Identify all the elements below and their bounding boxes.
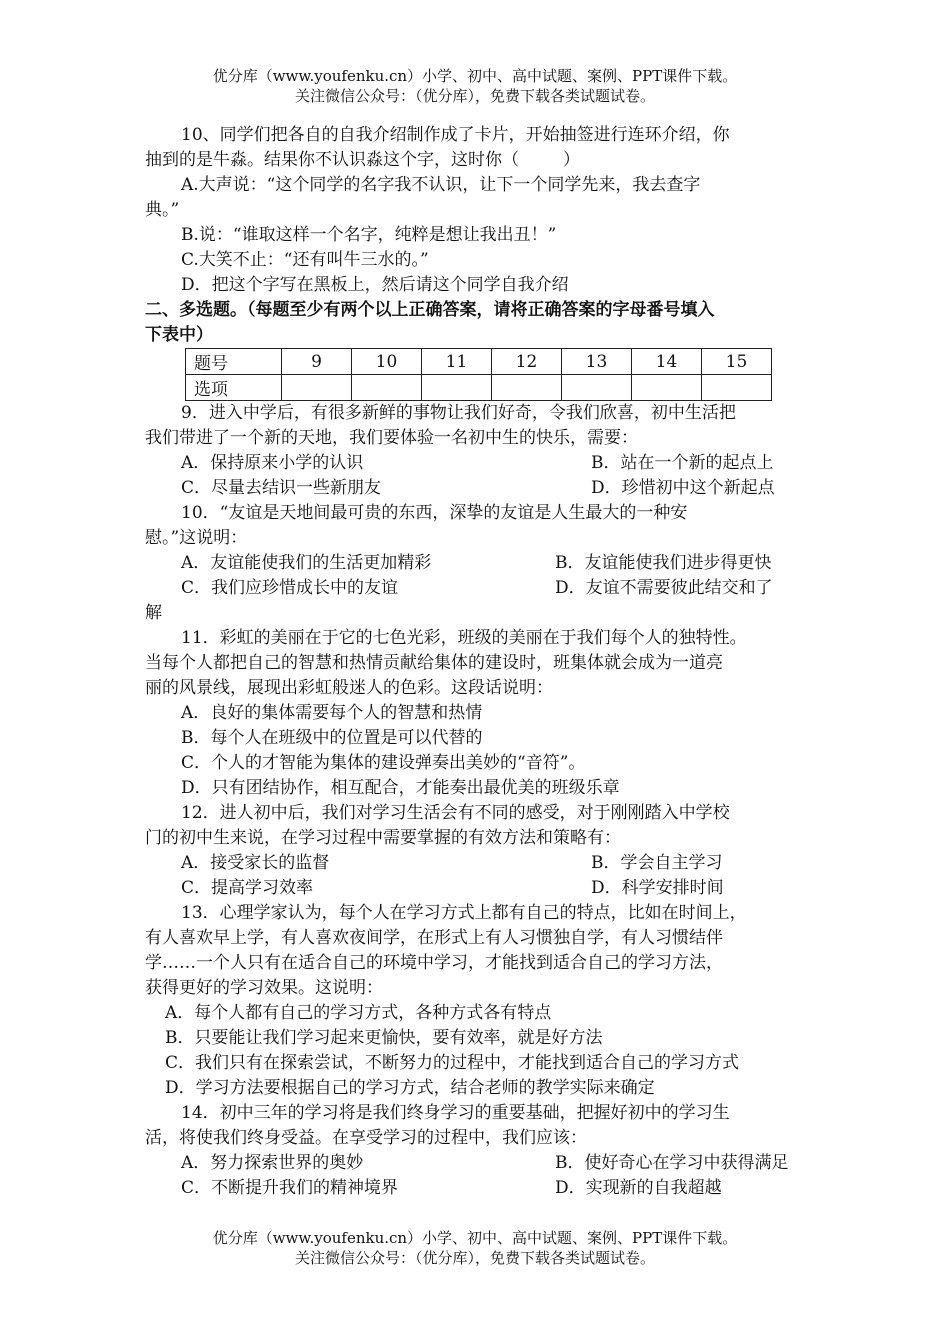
table-row-label: 题号 (186, 349, 282, 375)
question-10 (145, 501, 810, 626)
option-c: C．尽量去结识一些新朋友 (181, 478, 382, 498)
option-d: D．学习方法要根据自己的学习方式，结合老师的教学实际来确定 (165, 1078, 655, 1098)
table-cell-answer (352, 375, 422, 401)
option-d: D．友谊不需要彼此结交和了 (555, 578, 773, 598)
question-stem: 13．心理学家认为，每个人在学习方式上都有自己的特点，比如在时间上， (181, 903, 747, 923)
option-b: B．只要能让我们学习起来更愉快，要有效率，就是好方法 (165, 1028, 603, 1048)
table-cell-answer (492, 375, 562, 401)
stem-text: 抽到的是牛淼。结果你不认识淼这个字，这时你（ (145, 150, 519, 170)
table-cell-answer (282, 375, 352, 401)
section-heading-continued: 下表中） (145, 325, 213, 345)
question-stem: 11．彩虹的美丽在于它的七色光彩，班级的美丽在于我们每个人的独特性。 (181, 628, 747, 648)
footer-line-2: 关注微信公众号：（优分库），免费下载各类试题试卷。 (294, 1249, 655, 1267)
question-stem-line (145, 148, 810, 173)
option-d: D．科学安排时间 (591, 878, 724, 898)
document-body (145, 123, 810, 1201)
question-stem: 9．进入中学后，有很多新鲜的事物让我们好奇，令我们欣喜，初中生活把 (181, 403, 736, 423)
stem-closing: ） (563, 150, 580, 170)
table-cell-answer (702, 375, 772, 401)
answer-table (185, 348, 772, 401)
question-12 (145, 801, 810, 901)
option-d: D．实现新的自我超越 (555, 1178, 722, 1198)
option-d: D．珍惜初中这个新起点 (591, 478, 775, 498)
option-row (145, 1151, 810, 1176)
question-14 (145, 1101, 810, 1201)
table-cell-number: 14 (632, 349, 702, 375)
option-c: C．我们只有在探索尝试，不断努力的过程中，才能找到适合自己的学习方式 (165, 1053, 740, 1073)
option-d-continued: 解 (145, 603, 162, 623)
table-cell-answer (632, 375, 702, 401)
option-c: C．个人的才智能为集体的建设弹奏出美妙的“音符”。 (181, 753, 586, 773)
page-footer (0, 1228, 950, 1268)
option-a: A.大声说：“这个同学的名字我不认识，让下一个同学先来，我去查字 (181, 175, 701, 195)
option-d: D．只有团结协作，相互配合，才能奏出最优美的班级乐章 (181, 778, 620, 798)
question-stem-line: 活，将使我们终身受益。在享受学习的过程中，我们应该： (145, 1128, 587, 1148)
question-stem: 10．“友谊是天地间最可贵的东西，深挚的友谊是人生最大的一种安 (181, 503, 688, 523)
table-cell-number: 13 (562, 349, 632, 375)
option-b: B.说：“谁取这样一个名字，纯粹是想让我出丑！” (181, 225, 557, 245)
header-line-2: 关注微信公众号：（优分库），免费下载各类试题试卷。 (294, 87, 655, 105)
option-a: A．友谊能使我们的生活更加精彩 (181, 553, 432, 573)
option-a-continued: 典。” (145, 200, 180, 220)
table-row (186, 349, 772, 375)
option-row (145, 1176, 810, 1201)
option-c: C．不断提升我们的精神境界 (181, 1178, 399, 1198)
table-cell-number: 10 (352, 349, 422, 375)
question-9 (145, 401, 810, 501)
option-b: B．站在一个新的起点上 (591, 453, 774, 473)
question-stem-line: 慰。”这说明： (145, 528, 248, 548)
question-stem-line: 学……一个人只有在适合自己的环境中学习，才能找到适合自己的学习方法， (145, 953, 723, 973)
question-10-single (145, 123, 810, 298)
option-row (145, 876, 810, 901)
option-c: C.大笑不止：“还有叫牛三水的。” (181, 250, 429, 270)
question-stem-line: 有人喜欢早上学，有人喜欢夜间学，在形式上有人习惯独自学，有人习惯结伴 (145, 928, 723, 948)
option-a: A．保持原来小学的认识 (181, 453, 364, 473)
question-13 (145, 901, 810, 1101)
table-cell-number: 12 (492, 349, 562, 375)
option-c: C．我们应珍惜成长中的友谊 (181, 578, 399, 598)
option-c: C．提高学习效率 (181, 878, 314, 898)
table-cell-answer (422, 375, 492, 401)
option-row (145, 551, 810, 576)
option-row (145, 851, 810, 876)
table-cell-number: 9 (282, 349, 352, 375)
question-stem: 10、同学们把各自的自我介绍制作成了卡片，开始抽签进行连环介绍，你 (181, 125, 730, 145)
option-row (145, 476, 810, 501)
section-heading: 二、多选题。（每题至少有两个以上正确答案，请将正确答案的字母番号填入 (145, 300, 715, 320)
question-stem-line: 我们带进了一个新的天地，我们要体验一名初中生的快乐，需要： (145, 428, 638, 448)
footer-line-1: 优分库（www.youfenku.cn）小学、初中、高中试题、案例、PPT课件下载。 (212, 1229, 738, 1247)
question-stem-line: 门的初中生来说，在学习过程中需要掌握的有效方法和策略有： (145, 828, 621, 848)
table-cell-number: 15 (702, 349, 772, 375)
question-stem: 12．进人初中后，我们对学习生活会有不同的感受，对于刚刚踏入中学校 (181, 803, 730, 823)
option-b: B．友谊能使我们进步得更快 (555, 553, 772, 573)
header-line-1: 优分库（www.youfenku.cn）小学、初中、高中试题、案例、PPT课件下载。 (212, 67, 738, 85)
option-b: B．学会自主学习 (591, 853, 723, 873)
table-cell-answer (562, 375, 632, 401)
question-stem-line: 获得更好的学习效果。这说明： (145, 978, 383, 998)
option-a: A．良好的集体需要每个人的智慧和热情 (181, 703, 483, 723)
option-b: B．每个人在班级中的位置是可以代替的 (181, 728, 483, 748)
option-row (145, 576, 810, 601)
option-b: B．使好奇心在学习中获得满足 (555, 1153, 789, 1173)
page-header (0, 66, 950, 106)
table-row-label: 选项 (186, 375, 282, 401)
option-a: A．每个人都有自己的学习方式，各种方式各有特点 (165, 1003, 552, 1023)
option-row (145, 451, 810, 476)
option-a: A．接受家长的监督 (181, 853, 330, 873)
question-11 (145, 626, 810, 801)
option-a: A．努力探索世界的奥妙 (181, 1153, 364, 1173)
question-stem-line: 当每个人都把自己的智慧和热情贡献给集体的建设时，班集体就会成为一道亮 (145, 653, 723, 673)
table-row (186, 375, 772, 401)
table-cell-number: 11 (422, 349, 492, 375)
question-stem: 14．初中三年的学习将是我们终身学习的重要基础，把握好初中的学习生 (181, 1103, 730, 1123)
question-stem-line: 丽的风景线，展现出彩虹般迷人的色彩。这段话说明： (145, 678, 553, 698)
option-d: D．把这个字写在黑板上，然后请这个同学自我介绍 (181, 275, 569, 295)
